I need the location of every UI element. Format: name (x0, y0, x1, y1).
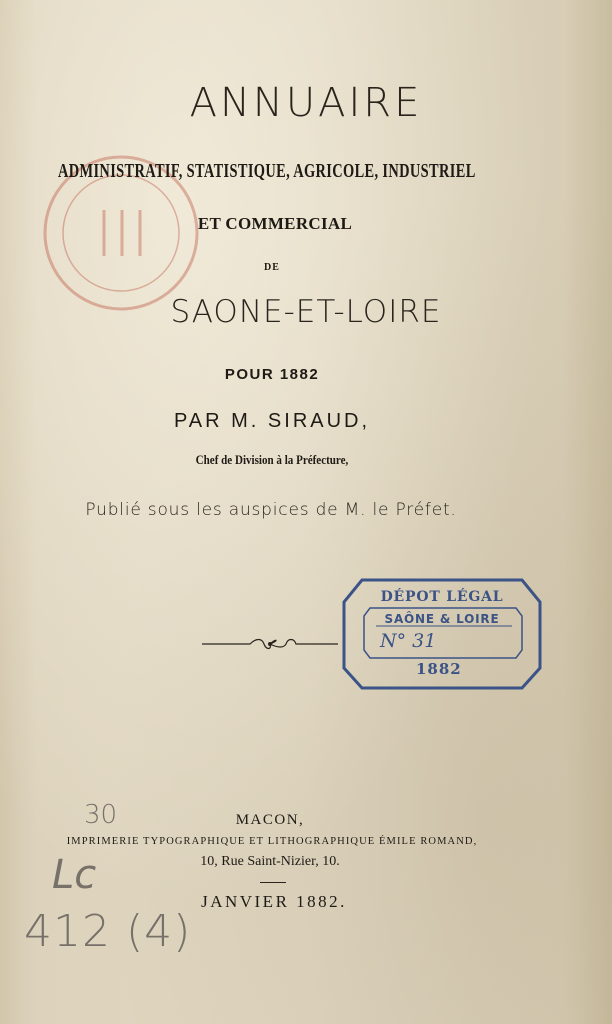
edition-year: POUR 1882 (224, 366, 320, 383)
connector-word: DE (264, 262, 280, 273)
author-name: PAR M. SIRAUD, (173, 410, 371, 432)
subtitle-line-1: ADMINISTRATIF, STATISTIQUE, AGRICOLE, INDUSTRIEL (58, 160, 476, 182)
legal-deposit-stamp (340, 576, 544, 692)
author-role: Chef de Division à la Préfecture, (195, 452, 349, 467)
subtitle-line-2: ET COMMERCIAL (197, 214, 353, 233)
imprint-address: 10, Rue Saint-Nizier, 10. (200, 854, 340, 869)
pencil-number: 30 (84, 800, 118, 830)
stamp-title: DÉPOT LÉGAL (380, 589, 504, 605)
region-name: SAONE-ET-LOIRE (170, 294, 442, 330)
stamp-year: 1882 (416, 660, 462, 678)
ornament-divider-icon (200, 636, 340, 652)
book-title: ANNUAIRE (189, 80, 423, 126)
imprint-date: JANVIER 1882. (201, 892, 347, 911)
stamp-number: N° 31 (380, 630, 437, 652)
auspices-note: Publié sous les auspices de M. le Préfet. (85, 500, 457, 520)
pencil-call-number: 412 (4) (24, 906, 192, 957)
pencil-shelfmark: Lc (52, 852, 97, 898)
stamp-department: SAÔNE & LOIRE (384, 612, 500, 626)
imprint-printer: IMPRIMERIE TYPOGRAPHIQUE ET LITHOGRAPHIQUE ÉMILE ROMAND, (66, 836, 478, 847)
short-rule (260, 882, 286, 883)
imprint-city: MACON, (235, 812, 305, 828)
